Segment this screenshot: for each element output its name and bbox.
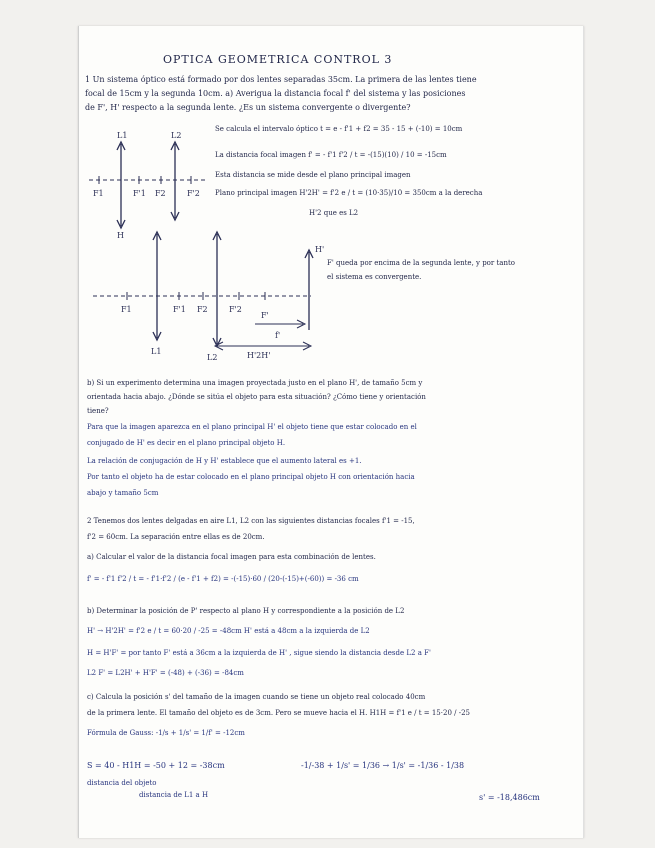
part-b-3: tiene? (87, 407, 109, 415)
part-b-2: orientada hacia abajo. ¿Dónde se sitúa el objeto para esta situación? ¿Cómo tiene y orientación (87, 393, 426, 401)
label-l1: L1 (117, 131, 128, 140)
problem2-part-a: a) Calcular el valor de la distancia focal imagen para esta combinación de lentes. (87, 553, 376, 561)
part-b-answer-4: Por tanto el objeto ha de estar colocado en el plano principal objeto H con orientación hacia (87, 473, 415, 481)
label-f1-prime: F'1 (133, 189, 146, 198)
part-b-answer-1: Para que la imagen aparezca en el plano principal H' el objeto tiene que estar colocado en el (87, 423, 417, 431)
work-5: H'2 que es L2 (309, 209, 359, 217)
problem2-part-c-2: de la primera lente. El tamaño del objeto es de 3cm. Pero se mueve hacia el H. H1H = f'1 e / t = 15·20 / -25 (87, 709, 470, 717)
final-note-2: distancia de L1 a H (139, 791, 209, 799)
problem2-line-1: 2 Tenemos dos lentes delgadas en aire L1, L2 con las siguientes distancias focales f'1 = -15, (87, 517, 415, 525)
label-f1-b: F1 (121, 305, 132, 314)
page-title: OPTICA GEOMETRICA CONTROL 3 (163, 53, 393, 66)
label-l2: L2 (171, 131, 182, 140)
label-f2: F2 (155, 189, 166, 198)
problem1-line-1: 1 Un sistema óptico está formado por dos lentes separadas 35cm. La primera de las lentes tiene (85, 75, 477, 84)
label-f1-prime-b: F'1 (173, 305, 186, 314)
label-h: H (117, 231, 124, 240)
work-3: Esta distancia se mide desde el plano principal imagen (215, 171, 411, 179)
work-4: Plano principal imagen H'2H' = f'2 e / t = (10·35)/10 = 350cm a la derecha (215, 189, 483, 197)
label-f1: F1 (93, 189, 104, 198)
problem2-part-c-1: c) Calcula la posición s' del tamaño de la imagen cuando se tiene un objeto real colocado 40cm (87, 693, 426, 701)
work-b-3: L2 F' = L2H' + H'F' = (-48) + (-36) = -84cm (87, 669, 244, 677)
part-b-answer-3: La relación de conjugación de H y H' establece que el aumento lateral es +1. (87, 457, 362, 465)
problem1-line-3: de F', H' respecto a la segunda lente. ¿Es un sistema convergente o divergente? (85, 103, 411, 112)
final-result: s' = -18,486cm (479, 793, 540, 802)
note-2: el sistema es convergente. (327, 273, 422, 281)
work-b-2: H = H'F' = por tanto F' está a 36cm a la izquierda de H' , sigue siendo la distancia desde L2 a F' (87, 649, 431, 657)
work-2: La distancia focal imagen f' = - f'1 f'2 / t = -(15)(10) / 10 = -15cm (215, 151, 447, 159)
label-small-f-prime: f' (275, 331, 281, 340)
label-f2-b: F2 (197, 305, 208, 314)
label-f2-prime-b: F'2 (229, 305, 242, 314)
diagram-1 (89, 131, 205, 240)
final-s: S = 40 - H1H = -50 + 12 = -38cm (87, 761, 225, 770)
exam-sheet (78, 26, 584, 838)
part-b-1: b) Si un experimento determina una imagen proyectada justo en el plano H', de tamaño 5cm y (87, 379, 423, 387)
label-h-prime: H' (315, 245, 325, 254)
problem2-part-b: b) Determinar la posición de P' respecto al plano H y correspondiente a la posición de L2 (87, 607, 405, 615)
final-gauss: -1/-38 + 1/s' = 1/36 → 1/s' = -1/36 - 1/38 (301, 761, 465, 770)
problem1-line-2: focal de 15cm y la segunda 10cm. a) Averigua la distancia focal f' del sistema y las posiciones (85, 89, 466, 98)
label-h2h: H'2H' (247, 351, 271, 360)
label-l1-b: L1 (151, 347, 162, 356)
diagram-2 (93, 232, 324, 362)
note-1: F' queda por encima de la segunda lente, y por tanto (327, 259, 515, 267)
work-b-1: H' → H'2H' = f'2 e / t = 60·20 / -25 = -48cm H' está a 48cm a la izquierda de L2 (87, 627, 370, 635)
label-l2-b: L2 (207, 353, 218, 362)
problem2-line-2: f'2 = 60cm. La separación entre ellas es de 20cm. (87, 533, 265, 541)
label-f-prime: F' (261, 311, 269, 320)
part-b-answer-2: conjugado de H' es decir en el plano principal objeto H. (87, 439, 286, 447)
label-f2-prime: F'2 (187, 189, 200, 198)
part-b-answer-5: abajo y tamaño 5cm (87, 489, 159, 497)
formula-a: f' = - f'1 f'2 / t = - f'1·f'2 / (e - f'1 + f2) = -(-15)·60 / (20-(-15)+(-60)) = -36 cm (87, 575, 359, 583)
final-note-1: distancia del objeto (87, 779, 157, 787)
work-1: Se calcula el intervalo óptico t = e - f'1 + f2 = 35 - 15 + (-10) = 10cm (215, 125, 463, 133)
problem2-part-c-3: Fórmula de Gauss: -1/s + 1/s' = 1/f' = -12cm (87, 729, 245, 737)
